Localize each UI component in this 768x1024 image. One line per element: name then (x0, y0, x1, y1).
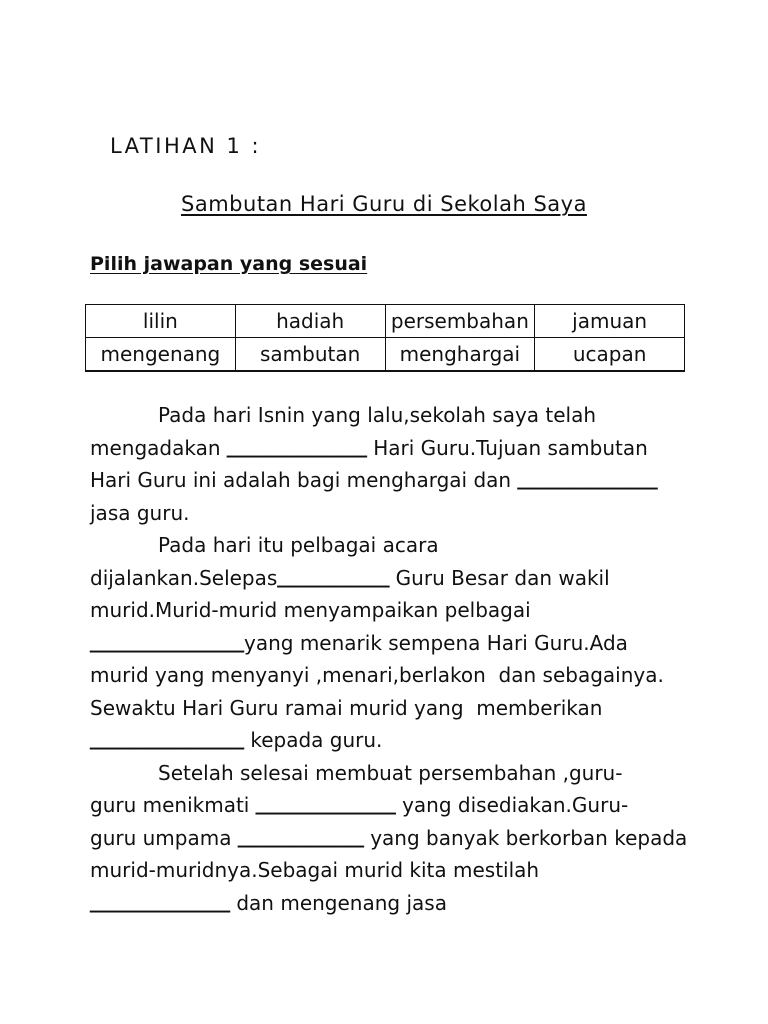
passage-line: Setelah selesai membuat persembahan ,guru- (158, 760, 623, 785)
exercise-label: LATIHAN 1 : (110, 134, 262, 158)
word-bank-body (86, 305, 685, 372)
word-bank-word: jamuan (535, 305, 685, 338)
passage-paragraph (0, 529, 768, 757)
passage-line: ___________yang menarik sempena Hari Guru.Ada (90, 619, 628, 655)
word-bank-row (86, 305, 685, 338)
word-bank-table (85, 304, 685, 372)
answer-blank: ________ (277, 554, 390, 588)
word-bank-word: lilin (86, 305, 236, 338)
answer-blank: __________ (517, 457, 658, 491)
answer-blank: ___________ (90, 619, 244, 653)
passage-paragraph (0, 757, 768, 920)
passage-line: guru menikmati __________ yang disediakan.Guru- (90, 782, 629, 818)
answer-blank: __________ (255, 782, 396, 816)
passage-line: mengadakan __________ Hari Guru.Tujuan sambutan (90, 424, 648, 460)
passage-line: murid-muridnya.Sebagai murid kita mestilah (90, 858, 540, 883)
instruction-text: Pilih jawapan yang sesuai (90, 253, 368, 275)
passage-line: __________ dan mengenang jasa (90, 879, 447, 915)
word-bank-word: menghargai (385, 338, 535, 372)
passage-line: guru umpama _________ yang banyak berkorban kepada (90, 814, 688, 850)
passage (0, 399, 768, 919)
answer-blank: __________ (90, 879, 230, 913)
answer-blank: ___________ (90, 717, 244, 751)
passage-line: Sewaktu Hari Guru ramai murid yang memberikan (90, 695, 603, 720)
passage-line: ___________ kepada guru. (90, 717, 383, 753)
passage-line: murid yang menyanyi ,menari,berlakon dan sebagainya. (90, 663, 664, 688)
word-bank-word: sambutan (235, 338, 385, 372)
answer-blank: __________ (226, 424, 367, 458)
word-bank-word: mengenang (86, 338, 236, 372)
passage-line: murid.Murid-murid menyampaikan pelbagai (90, 598, 531, 623)
word-bank-word: persembahan (385, 305, 535, 338)
word-bank-word: ucapan (535, 338, 685, 372)
passage-line: Hari Guru ini adalah bagi menghargai dan __________ (90, 457, 658, 493)
passage-paragraph (0, 399, 768, 529)
answer-blank: _________ (237, 814, 364, 848)
word-bank-word: hadiah (235, 305, 385, 338)
passage-line: Pada hari itu pelbagai acara (158, 533, 439, 558)
passage-line: Pada hari Isnin yang lalu,sekolah saya telah (158, 403, 597, 427)
word-bank-row (86, 338, 685, 372)
passage-line: dijalankan.Selepas________ Guru Besar dan wakil (90, 554, 610, 590)
passage-line: jasa guru. (90, 500, 190, 525)
worksheet-title: Sambutan Hari Guru di Sekolah Saya (181, 192, 587, 216)
